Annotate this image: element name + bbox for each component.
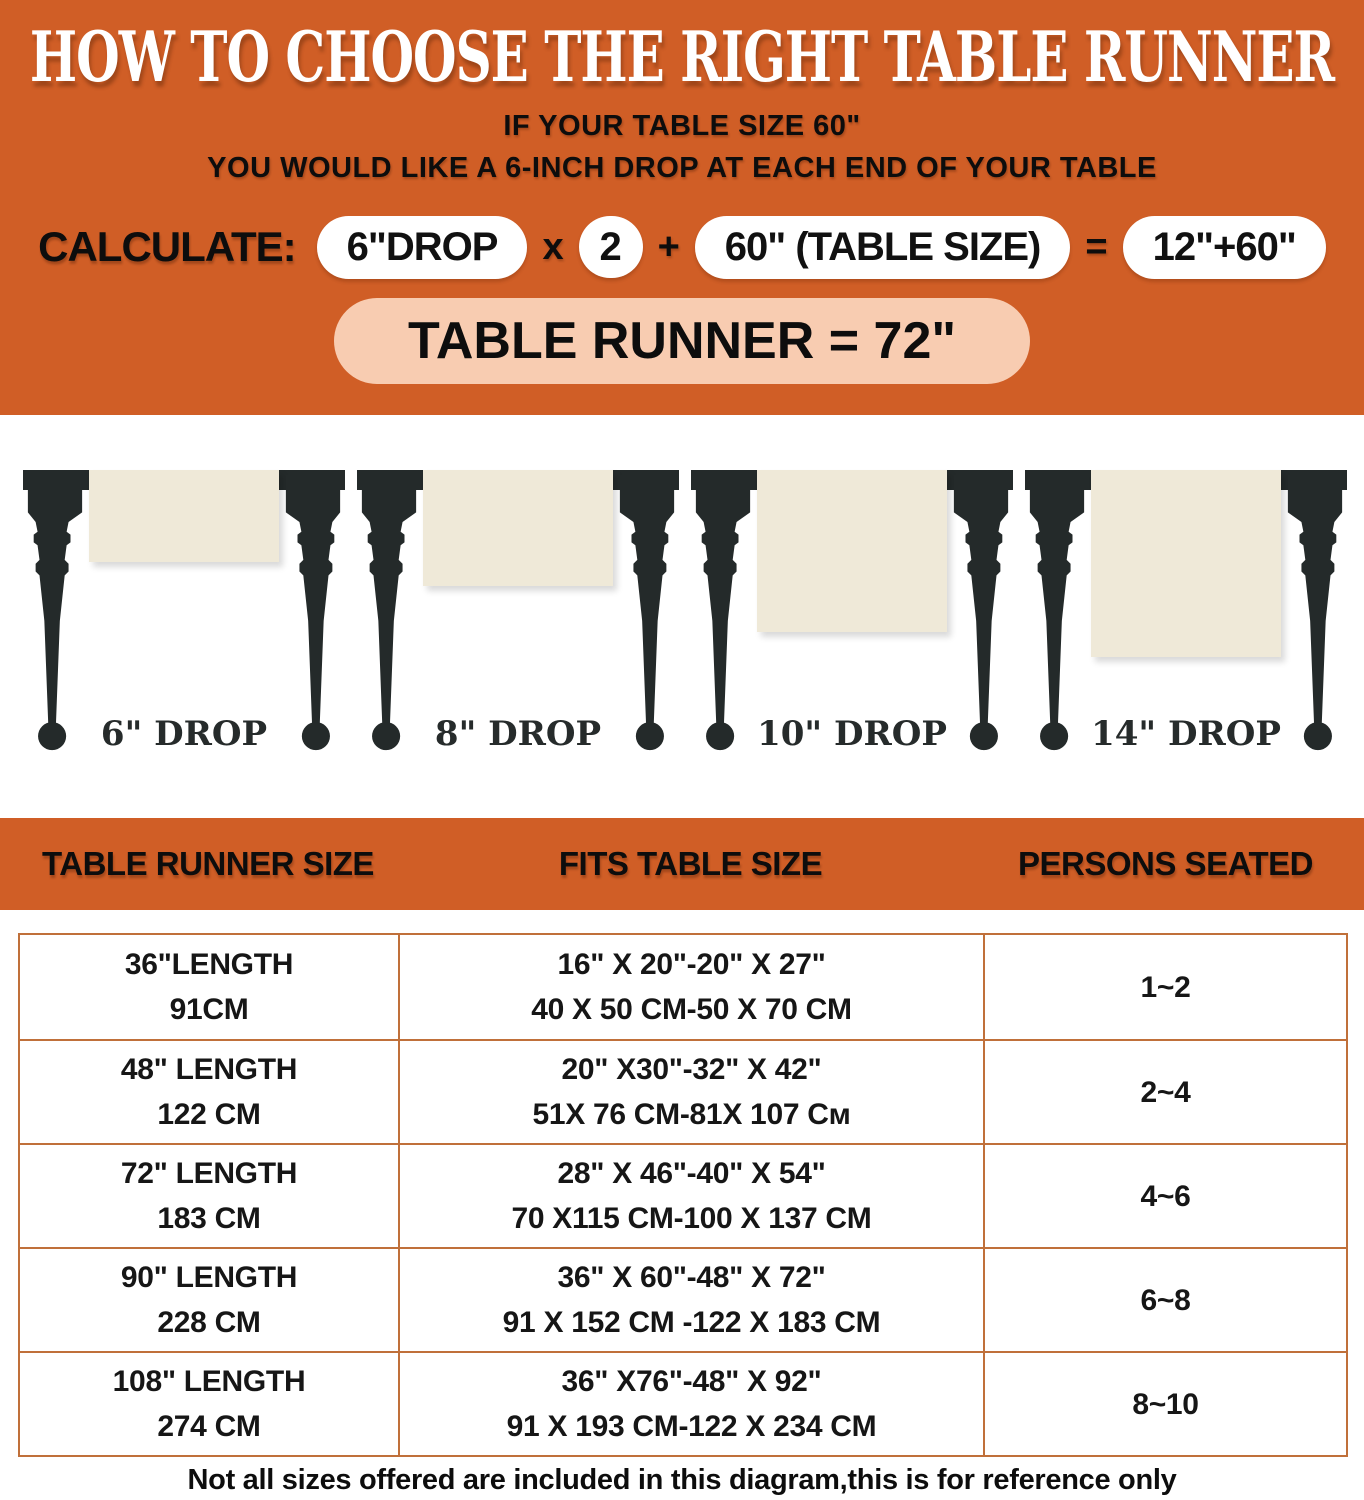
drop-label: 6" DROP: [100, 714, 268, 754]
runner-drape: [423, 470, 613, 586]
fits-line1: 28" X 46"-40" X 54": [557, 1157, 826, 1190]
runner-drape: [89, 470, 279, 562]
table-row-2-runner-size: [20, 1143, 400, 1247]
runner-size-line1: 36"LENGTH: [124, 948, 294, 981]
table-row-1-runner-size: [20, 1039, 400, 1143]
fits-line1: 20" X30"-32" X 42": [561, 1053, 822, 1086]
calculation-row: [0, 211, 1364, 283]
persons-value: 4~6: [1140, 1179, 1191, 1213]
table-row-2-fits: [400, 1143, 985, 1247]
runner-size-line2: 228 CM: [157, 1306, 261, 1339]
table-size-pill: 60" (TABLE SIZE): [695, 216, 1071, 279]
fits-line2: 70 X115 CM-100 X 137 CM: [511, 1202, 872, 1235]
table-row-4-persons: [985, 1351, 1346, 1455]
runner-drape: [757, 470, 947, 632]
fits-line2: 40 X 50 CM-50 X 70 CM: [531, 993, 852, 1026]
table-row-3-persons: [985, 1247, 1346, 1351]
table-row-0-fits: [400, 935, 985, 1039]
table-row-0-persons: [985, 935, 1346, 1039]
table-row-0-runner-size: [20, 935, 400, 1039]
table-illustration-6-drop: [23, 470, 345, 770]
persons-value: 8~10: [1132, 1387, 1199, 1421]
fits-line2: 51X 76 CM-81X 107 Cм: [532, 1098, 851, 1131]
drop-label: 8" DROP: [434, 714, 602, 754]
fits-line1: 36" X76"-48" X 92": [561, 1365, 822, 1398]
page-title: HOW TO CHOOSE THE RIGHT TABLE RUNNER: [29, 16, 1335, 98]
runner-size-line2: 274 CM: [157, 1410, 261, 1443]
table-row-1-fits: [400, 1039, 985, 1143]
runner-size-line1: 48" LENGTH: [120, 1053, 298, 1086]
runner-size-line2: 183 CM: [157, 1202, 261, 1235]
fits-line1: 16" X 20"-20" X 27": [557, 948, 826, 981]
table-row-1-persons: [985, 1039, 1346, 1143]
hero-section: [0, 0, 1364, 415]
table-header-grid: [18, 818, 1348, 910]
calc-result-pill: 12"+60": [1123, 216, 1326, 279]
table-row-4-runner-size: [20, 1351, 400, 1455]
size-table: [18, 933, 1348, 1457]
table-illustration-14-drop: [1025, 470, 1347, 770]
column-header-fits-table: FITS TABLE SIZE: [558, 845, 823, 882]
plus-operator: +: [657, 225, 680, 268]
runner-size-line2: 122 CM: [157, 1098, 261, 1131]
runner-drape: [1091, 470, 1281, 657]
drop-label: 14" DROP: [1091, 714, 1281, 754]
persons-value: 6~8: [1140, 1283, 1191, 1317]
table-row-4-fits: [400, 1351, 985, 1455]
drop-label: 10" DROP: [757, 714, 947, 754]
runner-size-line1: 108" LENGTH: [112, 1365, 306, 1398]
table-row-3-fits: [400, 1247, 985, 1351]
runner-size-line1: 90" LENGTH: [120, 1261, 298, 1294]
table-illustration-8-drop: [357, 470, 679, 770]
table-row-3-runner-size: [20, 1247, 400, 1351]
times-operator: x: [542, 225, 564, 268]
equals-operator: =: [1085, 225, 1108, 268]
multiplier-circle: 2: [579, 216, 643, 278]
runner-size-line2: 91CM: [169, 993, 249, 1026]
table-illustration-10-drop: [691, 470, 1013, 770]
persons-value: 1~2: [1140, 970, 1191, 1004]
drop-pill: 6"DROP: [317, 216, 528, 279]
column-header-persons: PERSONS SEATED: [1018, 845, 1313, 882]
fits-line2: 91 X 193 CM-122 X 234 CM: [506, 1410, 877, 1443]
footnote: Not all sizes offered are included in this diagram,this is for reference only: [187, 1464, 1177, 1496]
runner-size-line1: 72" LENGTH: [120, 1157, 298, 1190]
subtitle-line-2: YOU WOULD LIKE A 6-INCH DROP AT EACH END OF YOUR TABLE: [207, 152, 1157, 184]
column-header-runner-size: TABLE RUNNER SIZE: [42, 845, 374, 882]
calculate-label: CALCULATE:: [38, 223, 296, 270]
table-runner-result-pill: TABLE RUNNER = 72": [334, 298, 1030, 384]
fits-line2: 91 X 152 CM -122 X 183 CM: [502, 1306, 881, 1339]
subtitle-line-1: IF YOUR TABLE SIZE 60": [503, 110, 861, 142]
table-header-band: [0, 818, 1364, 910]
fits-line1: 36" X 60"-48" X 72": [557, 1261, 826, 1294]
persons-value: 2~4: [1140, 1075, 1191, 1109]
table-row-2-persons: [985, 1143, 1346, 1247]
